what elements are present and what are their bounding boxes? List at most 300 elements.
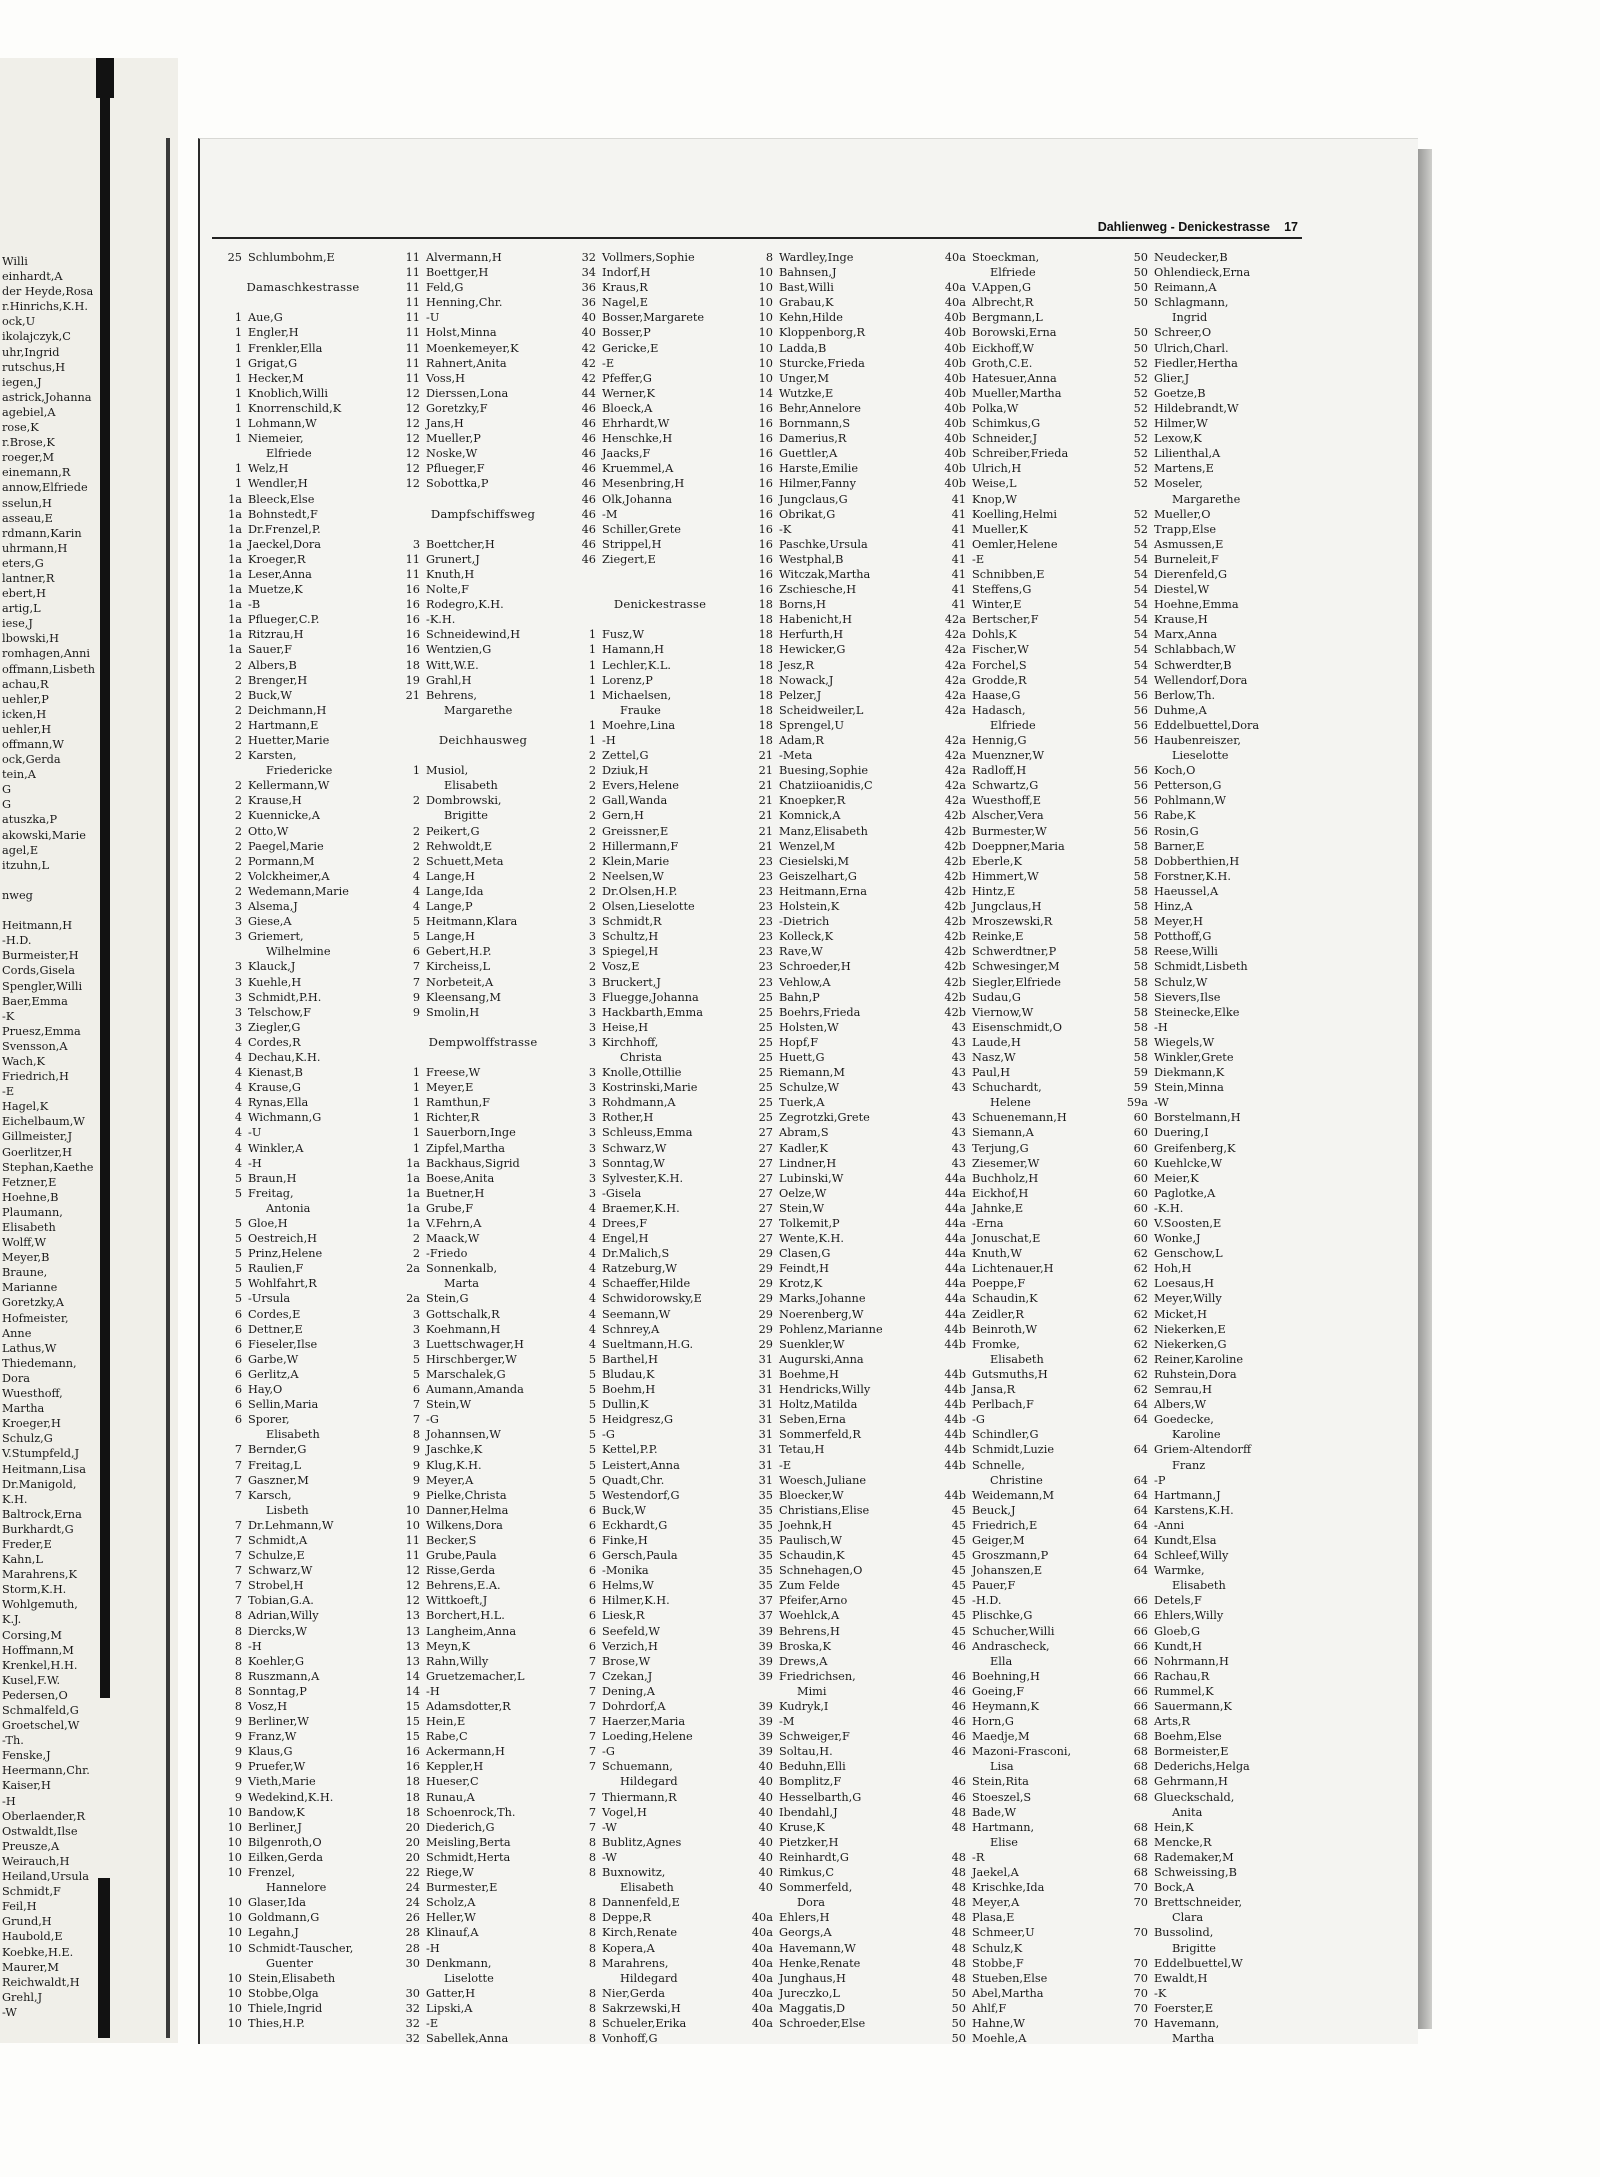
house-number: 18 — [758, 688, 773, 702]
resident-entry — [1120, 1669, 1300, 1684]
resident-name: Perlbach,F — [972, 1398, 1034, 1412]
house-number: 5 — [588, 1443, 596, 1457]
house-number: 42a — [944, 779, 966, 793]
resident-name: Kettel,P.P. — [602, 1443, 658, 1457]
resident-entry — [745, 612, 945, 627]
house-number: 31 — [758, 1473, 773, 1487]
house-number: 43 — [951, 1081, 966, 1095]
resident-entry — [568, 1805, 752, 1820]
house-number: 54 — [1133, 598, 1148, 612]
resident-entry — [745, 1563, 945, 1578]
resident-name: Hein,K — [1154, 1820, 1194, 1834]
resident-name: Marx,Anna — [1154, 628, 1218, 642]
resident-entry — [1120, 401, 1300, 416]
resident-entry — [214, 1458, 392, 1473]
resident-entry — [938, 401, 1116, 416]
resident-name: -G — [602, 1745, 615, 1759]
street-heading: Dempwolffstrasse — [428, 1034, 538, 1049]
house-number: 7 — [234, 1473, 242, 1487]
resident-entry — [938, 808, 1116, 823]
resident-name: Schindler,G — [972, 1428, 1039, 1442]
resident-name: Kruemmel,A — [602, 462, 674, 476]
house-number: 2 — [588, 764, 596, 778]
house-number: 42b — [944, 854, 966, 868]
house-number: 70 — [1133, 1896, 1148, 1910]
resident-entry — [1120, 1080, 1300, 1095]
resident-entry — [214, 567, 392, 582]
resident-entry — [745, 1156, 945, 1171]
resident-entry — [1120, 612, 1300, 627]
resident-name: Karsten, — [248, 749, 297, 763]
resident-entry — [1120, 1246, 1300, 1261]
resident-name: Himmert,W — [972, 869, 1039, 883]
resident-entry — [1120, 386, 1300, 401]
resident-name: Frenkler,Ella — [248, 341, 323, 355]
house-number: 66 — [1133, 1639, 1148, 1653]
resident-name: Luettschwager,H — [426, 1337, 524, 1351]
resident-name: Diercks,W — [248, 1624, 307, 1638]
house-number: 5 — [588, 1413, 596, 1427]
resident-entry — [568, 899, 752, 914]
resident-name: -E — [972, 552, 985, 566]
house-number: 3 — [234, 930, 242, 944]
resident-name: Martens,E — [1154, 462, 1214, 476]
resident-name: Sobottka,P — [426, 477, 489, 491]
resident-entry-continuation — [1120, 1910, 1300, 1925]
resident-name: Schmidt,Lisbeth — [1154, 960, 1248, 974]
resident-name: Hamann,H — [602, 643, 665, 657]
house-number: 31 — [758, 1458, 773, 1472]
resident-entry-continuation — [1120, 310, 1300, 325]
resident-entry — [568, 1367, 752, 1382]
resident-name: Moehre,Lina — [602, 718, 676, 732]
previous-page-line: uehler,H — [2, 722, 52, 736]
resident-name: Pflueger,C.P. — [248, 613, 320, 627]
house-number: 25 — [758, 1035, 773, 1049]
resident-name: Stein,G — [426, 1292, 469, 1306]
resident-entry — [214, 2001, 392, 2016]
resident-name: Terjung,G — [972, 1141, 1029, 1155]
resident-entry — [938, 1382, 1116, 1397]
resident-entry — [938, 1684, 1116, 1699]
running-head-title: Dahlienweg - Denickestrasse — [1097, 220, 1270, 234]
resident-name: Marta — [444, 1277, 479, 1291]
gutter-shadow-top — [96, 58, 114, 98]
house-number: 54 — [1133, 628, 1148, 642]
resident-name: Augurski,Anna — [779, 1352, 864, 1366]
house-number: 36 — [581, 296, 596, 310]
house-number: 52 — [1133, 522, 1148, 536]
house-number: 1 — [234, 341, 242, 355]
house-number: 40 — [758, 1760, 773, 1774]
house-number: 24 — [405, 1881, 420, 1895]
resident-entry-continuation — [1120, 1941, 1300, 1956]
resident-entry — [392, 658, 574, 673]
resident-name: Schaudin,K — [972, 1292, 1038, 1306]
previous-page-line: Koebke,H.E. — [2, 1945, 74, 1959]
resident-entry — [392, 612, 574, 627]
house-number: 14 — [758, 386, 773, 400]
resident-name: Boehrs,Frieda — [779, 1005, 861, 1019]
resident-entry — [938, 1820, 1116, 1835]
house-number: 1a — [228, 552, 242, 566]
house-number: 30 — [405, 1986, 420, 2000]
resident-name: Meyer,Willy — [1154, 1292, 1222, 1306]
resident-name: Meyn,K — [426, 1639, 470, 1653]
resident-entry — [745, 280, 945, 295]
house-number: 8 — [412, 1428, 420, 1442]
house-number: 6 — [412, 945, 420, 959]
house-number: 2 — [412, 824, 420, 838]
resident-entry — [568, 431, 752, 446]
resident-name: Welz,H — [248, 462, 289, 476]
resident-name: Norbeteit,A — [426, 975, 494, 989]
resident-entry — [1120, 1141, 1300, 1156]
resident-name: Jaacks,F — [602, 447, 651, 461]
resident-entry — [568, 310, 752, 325]
resident-entry — [938, 1322, 1116, 1337]
resident-name: -Meta — [779, 749, 813, 763]
resident-entry — [392, 1080, 574, 1095]
house-number: 42b — [944, 869, 966, 883]
house-number: 42a — [944, 749, 966, 763]
resident-entry — [745, 688, 945, 703]
house-number: 45 — [951, 1579, 966, 1593]
house-number: 18 — [758, 718, 773, 732]
resident-entry — [1120, 929, 1300, 944]
house-number: 8 — [234, 1684, 242, 1698]
resident-name: Siemann,A — [972, 1126, 1034, 1140]
resident-name: Stueben,Else — [972, 1971, 1048, 1985]
house-number: 7 — [588, 1790, 596, 1804]
resident-name: Zeidler,R — [972, 1307, 1024, 1321]
resident-entry — [214, 1382, 392, 1397]
resident-name: Hewicker,G — [779, 643, 846, 657]
house-number: 25 — [758, 1066, 773, 1080]
house-number: 5 — [234, 1232, 242, 1246]
resident-entry — [214, 1699, 392, 1714]
house-number: 10 — [758, 326, 773, 340]
resident-name: Paul,H — [972, 1066, 1011, 1080]
resident-name: Hirschberger,W — [426, 1352, 517, 1366]
resident-name: Elfriede — [266, 447, 312, 461]
house-number: 12 — [405, 401, 420, 415]
house-number: 35 — [758, 1533, 773, 1547]
resident-entry — [938, 280, 1116, 295]
house-number: 1 — [588, 718, 596, 732]
resident-name: Pauer,F — [972, 1579, 1016, 1593]
resident-entry — [1120, 1593, 1300, 1608]
resident-entry — [745, 808, 945, 823]
resident-entry — [568, 1080, 752, 1095]
resident-entry — [214, 507, 392, 522]
house-number: 6 — [588, 1594, 596, 1608]
house-number: 42b — [944, 824, 966, 838]
resident-entry — [938, 1005, 1116, 1020]
resident-entry — [568, 627, 752, 642]
house-number: 41 — [951, 522, 966, 536]
resident-name: Witt,W.E. — [426, 658, 479, 672]
resident-entry — [392, 552, 574, 567]
resident-name: Liesk,R — [602, 1609, 645, 1623]
resident-name: Hannelore — [266, 1881, 327, 1895]
resident-entry — [745, 1246, 945, 1261]
house-number: 23 — [758, 960, 773, 974]
house-number: 7 — [588, 1669, 596, 1683]
resident-entry — [392, 854, 574, 869]
house-number: 60 — [1133, 1217, 1148, 1230]
resident-name: Boehme,H — [779, 1367, 839, 1381]
resident-entry — [214, 1925, 392, 1940]
house-number: 9 — [234, 1760, 242, 1774]
street-heading: Dampfschiffsweg — [430, 506, 536, 521]
spacer — [214, 265, 392, 280]
house-number: 10 — [758, 341, 773, 355]
resident-name: Ehrhardt,W — [602, 417, 670, 431]
house-number: 13 — [405, 1639, 420, 1653]
street-heading: Denickestrasse — [613, 597, 707, 612]
resident-entry — [392, 1458, 574, 1473]
house-number: 45 — [951, 1503, 966, 1517]
house-number: 2 — [234, 734, 242, 747]
resident-name: Rosin,G — [1154, 824, 1199, 838]
resident-name: Buck,W — [248, 688, 292, 702]
resident-entry — [938, 899, 1116, 914]
house-number: 3 — [588, 1035, 596, 1049]
directory-column-4 — [745, 250, 945, 2031]
resident-entry — [1120, 944, 1300, 959]
resident-name: -E — [779, 1458, 792, 1472]
resident-name: Soltau,H. — [779, 1745, 833, 1759]
house-number: 42 — [581, 341, 596, 355]
resident-name: Sturcke,Frieda — [779, 356, 865, 370]
previous-page-line: lantner,R — [2, 571, 55, 585]
house-number: 4 — [234, 1111, 242, 1125]
house-number: 16 — [758, 537, 773, 551]
house-number: 45 — [951, 1533, 966, 1547]
resident-entry — [938, 1276, 1116, 1291]
resident-name: Reinke,E — [972, 930, 1024, 944]
house-number: 11 — [405, 371, 420, 385]
resident-name: Stobbe,F — [972, 1956, 1024, 1970]
resident-entry — [745, 2001, 945, 2016]
house-number: 60 — [1133, 1126, 1148, 1140]
resident-entry — [745, 1759, 945, 1774]
house-number: 52 — [1133, 401, 1148, 415]
resident-name: -K — [1154, 1986, 1167, 2000]
house-number: 46 — [581, 522, 596, 536]
resident-entry — [214, 552, 392, 567]
resident-entry — [1120, 1956, 1300, 1971]
resident-name: Ella — [990, 1654, 1013, 1668]
house-number: 44a — [944, 1201, 966, 1215]
resident-entry — [392, 371, 574, 386]
spacer — [568, 612, 752, 627]
house-number: 2 — [588, 824, 596, 838]
resident-name: Jans,H — [426, 417, 464, 431]
house-number: 2 — [588, 869, 596, 883]
house-number: 40 — [758, 1850, 773, 1864]
house-number: 52 — [1133, 371, 1148, 385]
resident-name: Jaschke,K — [426, 1443, 483, 1457]
resident-name: Bergmann,L — [972, 311, 1043, 325]
house-number: 58 — [1133, 1050, 1148, 1064]
resident-name: Bandow,K — [248, 1805, 305, 1819]
resident-name: Unger,M — [779, 371, 830, 385]
house-number: 56 — [1133, 824, 1148, 838]
resident-name: Finke,H — [602, 1533, 648, 1547]
house-number: 4 — [588, 1232, 596, 1246]
house-number: 2 — [588, 794, 596, 808]
resident-name: -W — [1154, 1096, 1169, 1110]
resident-entry — [938, 537, 1116, 552]
house-number: 27 — [758, 1156, 773, 1170]
resident-entry — [568, 265, 752, 280]
resident-entry — [938, 1125, 1116, 1140]
resident-entry — [392, 959, 574, 974]
resident-name: Dechau,K.H. — [248, 1050, 321, 1064]
resident-entry — [745, 1971, 945, 1986]
resident-name: Winkler,Grete — [1154, 1050, 1234, 1064]
house-number: 46 — [951, 1639, 966, 1653]
resident-name: Pfeffer,G — [602, 371, 652, 385]
resident-entry — [568, 1216, 752, 1231]
house-number: 23 — [758, 930, 773, 944]
house-number: 1a — [406, 1171, 420, 1185]
resident-entry — [938, 612, 1116, 627]
resident-entry-continuation — [1120, 492, 1300, 507]
resident-entry — [745, 975, 945, 990]
resident-name: Stein,Elisabeth — [248, 1971, 336, 1985]
house-number: 31 — [758, 1443, 773, 1457]
house-number: 46 — [951, 1700, 966, 1713]
house-number: 40a — [751, 2016, 773, 2030]
house-number: 1a — [228, 522, 242, 536]
resident-entry — [745, 658, 945, 673]
resident-name: Gloeb,G — [1154, 1624, 1200, 1638]
resident-entry — [214, 627, 392, 642]
resident-name: Rachau,R — [1154, 1669, 1210, 1683]
resident-entry — [214, 642, 392, 657]
previous-page-line: Anne — [2, 1326, 32, 1340]
resident-entry — [214, 1548, 392, 1563]
previous-page-line: Weirauch,H — [2, 1854, 70, 1868]
house-number: 16 — [758, 507, 773, 521]
resident-name: Risse,Gerda — [426, 1564, 496, 1578]
house-number: 9 — [412, 1488, 420, 1502]
house-number: 7 — [412, 1398, 420, 1412]
resident-entry — [938, 1578, 1116, 1593]
house-number: 18 — [758, 703, 773, 717]
house-number: 2 — [234, 779, 242, 793]
resident-entry-continuation — [745, 1895, 945, 1910]
house-number: 58 — [1133, 1005, 1148, 1019]
resident-entry — [214, 703, 392, 718]
resident-entry — [214, 1156, 392, 1171]
house-number: 11 — [405, 251, 420, 264]
resident-name: Weise,L — [972, 477, 1017, 491]
resident-name: Karoline — [1172, 1428, 1221, 1442]
resident-name: Hilmer,Fanny — [779, 477, 856, 491]
resident-entry — [392, 1563, 574, 1578]
house-number: 46 — [581, 507, 596, 521]
resident-name: Heise,H — [602, 1020, 649, 1034]
house-number: 10 — [405, 1503, 420, 1517]
house-number: 42a — [944, 628, 966, 642]
house-number: 7 — [234, 1594, 242, 1608]
resident-name: Boettcher,H — [426, 537, 495, 551]
house-number: 59 — [1133, 1066, 1148, 1080]
house-number: 4 — [234, 1050, 242, 1064]
resident-name: Chatziioanidis,C — [779, 779, 873, 793]
resident-entry — [392, 280, 574, 295]
resident-entry — [1120, 522, 1300, 537]
resident-name: Pfeifer,Arno — [779, 1594, 848, 1608]
resident-name: Dohls,K — [972, 628, 1017, 642]
resident-entry — [392, 1412, 574, 1427]
resident-name: Martha — [1172, 2032, 1215, 2046]
house-number: 42a — [944, 658, 966, 672]
resident-name: Komnick,A — [779, 809, 841, 823]
resident-entry — [214, 1593, 392, 1608]
house-number: 29 — [758, 1277, 773, 1291]
house-number: 6 — [588, 1564, 596, 1578]
resident-name: Huetter,Marie — [248, 734, 330, 747]
resident-name: Georgs,A — [779, 1926, 832, 1940]
resident-entry — [568, 2001, 752, 2016]
house-number: 23 — [758, 884, 773, 898]
spacer — [568, 582, 752, 597]
house-number: 7 — [234, 1518, 242, 1532]
resident-entry — [938, 1261, 1116, 1276]
resident-name: Lisa — [990, 1760, 1014, 1774]
resident-name: Bock,A — [1154, 1881, 1195, 1895]
house-number: 2 — [588, 854, 596, 868]
resident-name: Dannenfeld,E — [602, 1896, 680, 1910]
previous-page-line: offmann,Lisbeth — [2, 662, 96, 676]
resident-entry — [568, 325, 752, 340]
resident-name: Sprengel,U — [779, 718, 844, 732]
resident-entry — [938, 1201, 1116, 1216]
house-number: 64 — [1133, 1503, 1148, 1517]
house-number: 62 — [1133, 1277, 1148, 1291]
house-number: 56 — [1133, 764, 1148, 778]
resident-name: Behr,Annelore — [779, 401, 861, 415]
resident-name: Wedemann,Marie — [248, 884, 349, 898]
resident-name: Wiegels,W — [1154, 1035, 1215, 1049]
house-number: 27 — [758, 1141, 773, 1155]
resident-entry — [1120, 446, 1300, 461]
house-number: 8 — [588, 1850, 596, 1864]
resident-entry — [1120, 1563, 1300, 1578]
resident-entry-continuation — [1120, 748, 1300, 763]
resident-name: Berliner,W — [248, 1715, 309, 1729]
resident-name: Beuck,J — [972, 1503, 1016, 1517]
resident-name: Manz,Elisabeth — [779, 824, 868, 838]
resident-entry-continuation — [392, 1971, 574, 1986]
resident-entry — [392, 1608, 574, 1623]
resident-name: Lange,H — [426, 930, 475, 944]
resident-entry — [745, 914, 945, 929]
house-number: 39 — [758, 1745, 773, 1759]
house-number: 1a — [406, 1186, 420, 1200]
resident-name: Hennig,G — [972, 734, 1027, 747]
resident-entry — [568, 1669, 752, 1684]
house-number: 23 — [758, 975, 773, 989]
resident-entry — [745, 1397, 945, 1412]
resident-name: Friedrichsen, — [779, 1669, 856, 1683]
previous-page-line: artig,L — [2, 602, 41, 616]
